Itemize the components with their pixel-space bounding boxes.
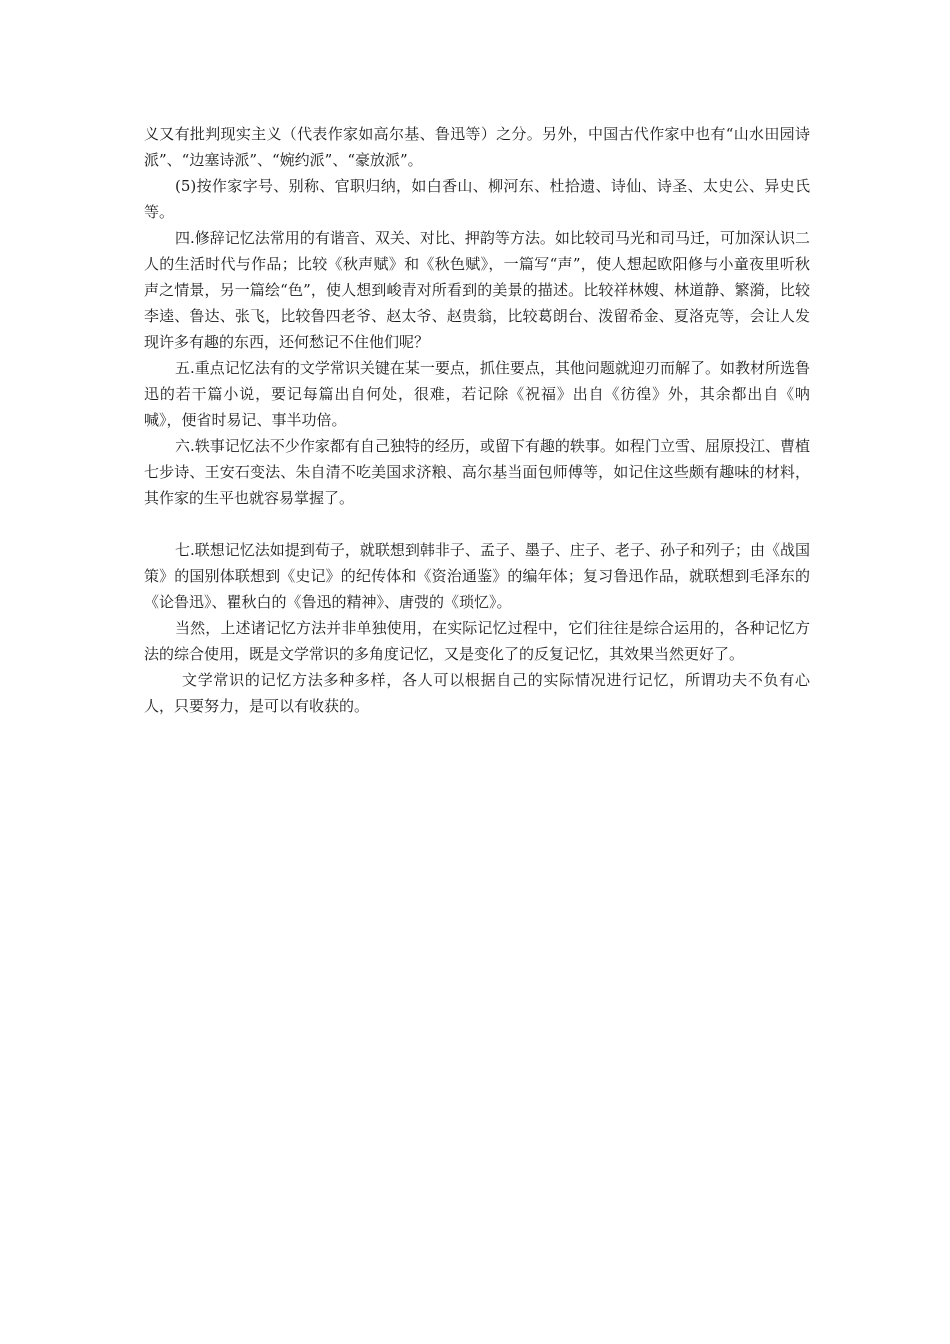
paragraph-conclusion: 文学常识的记忆方法多种多样，各人可以根据自己的实际情况进行记忆，所谓功夫不负有心人，只要努力，是可以有收获的。 bbox=[144, 671, 810, 715]
document-body bbox=[144, 121, 810, 719]
paragraph-association-memory: 七.联想记忆法如提到荀子，就联想到韩非子、孟子、墨子、庄子、老子、孙子和列子；由《战国策》的国别体联想到《史记》的纪传体和《资治通鉴》的编年体；复习鲁迅作品，就联想到毛泽东的《论鲁迅》、瞿秋白的《鲁迅的精神》、唐弢的《琐忆》。 bbox=[144, 541, 810, 611]
paragraph-key-point-memory: 五.重点记忆法有的文学常识关键在某一要点，抓住要点，其他问题就迎刃而解了。如教材所选鲁迅的若干篇小说，要记每篇出自何处，很难，若记除《祝福》出自《彷徨》外，其余都出自《呐喊》，便省时易记、事半功倍。 bbox=[144, 359, 810, 429]
paragraph-continuation: 义又有批判现实主义（代表作家如高尔基、鲁迅等）之分。另外，中国古代作家中也有“山水田园诗派”、“边塞诗派”、“婉约派”、“豪放派”。 bbox=[144, 125, 810, 169]
paragraph-anecdote-memory: 六.轶事记忆法不少作家都有自己独特的经历，或留下有趣的轶事。如程门立雪、屈原投江、曹植七步诗、王安石变法、朱自清不吃美国求济粮、高尔基当面包师傅等，如记住这些颇有趣味的材料，其作家的生平也就容易掌握了。 bbox=[144, 437, 810, 507]
paragraph-combined-use: 当然，上述诸记忆方法并非单独使用，在实际记忆过程中，它们往往是综合运用的，各种记忆方法的综合使用，既是文学常识的多角度记忆，又是变化了的反复记忆，其效果当然更好了。 bbox=[144, 619, 810, 663]
paragraph-rhetoric-memory: 四.修辞记忆法常用的有谐音、双关、对比、押韵等方法。如比较司马光和司马迁，可加深认识二人的生活时代与作品；比较《秋声赋》和《秋色赋》，一篇写“声”，使人想起欧阳修与小童夜里听秋声之情景，另一篇绘“色”，使人想到峻青对所看到的美景的描述。比较祥林嫂、林道静、繁漪，比较李逵、鲁达、张飞，比较鲁四老爷、赵太爷、赵贵翁，比较葛朗台、泼留希金、夏洛克等，会让人发现许多有趣的东西，还何愁记不住他们呢？ bbox=[144, 229, 810, 351]
paragraph-item-5: (5)按作家字号、别称、官职归纳，如白香山、柳河东、杜拾遗、诗仙、诗圣、太史公、异史氏等。 bbox=[144, 177, 810, 221]
